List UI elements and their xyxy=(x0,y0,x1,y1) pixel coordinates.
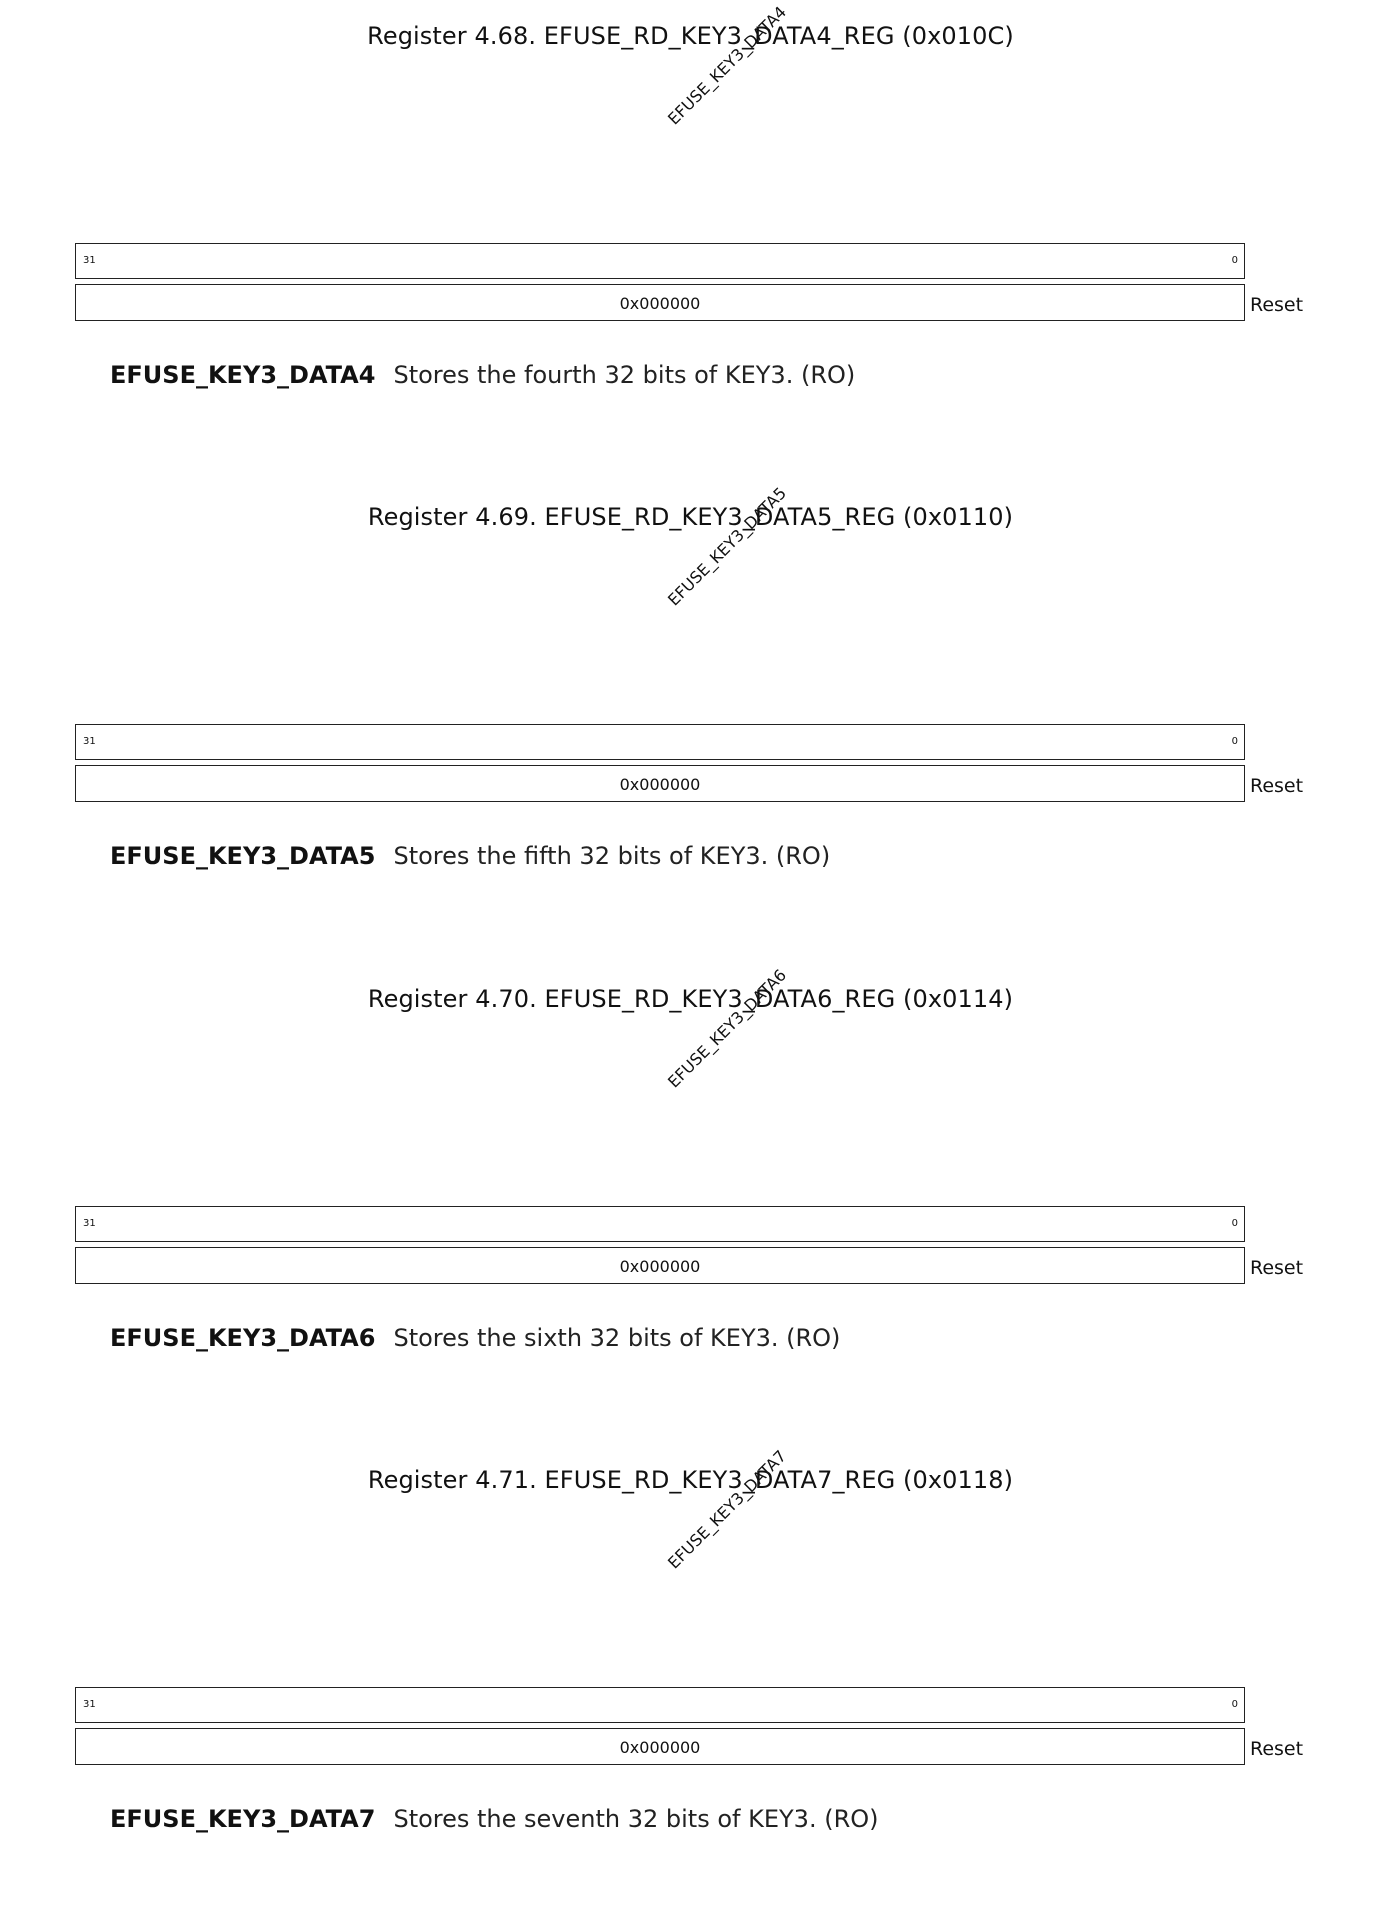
field-name-label: EFUSE_KEY3_DATA5 xyxy=(664,483,791,610)
register-4-71 xyxy=(0,1444,1381,1924)
register-4-70 xyxy=(0,963,1381,1443)
field-name-label: EFUSE_KEY3_DATA4 xyxy=(664,2,791,129)
description-field-name: EFUSE_KEY3_DATA5 xyxy=(110,842,376,870)
bit-low-label: 0 xyxy=(1231,1218,1238,1229)
bit-range-row xyxy=(75,243,1245,279)
field-name-label: EFUSE_KEY3_DATA6 xyxy=(664,965,791,1092)
register-4-69 xyxy=(0,481,1381,961)
reset-label: Reset xyxy=(1250,1738,1304,1760)
description-field-name: EFUSE_KEY3_DATA7 xyxy=(110,1805,376,1833)
bit-high-label: 31 xyxy=(83,1218,96,1229)
description-text: Stores the fifth 32 bits of KEY3. (RO) xyxy=(393,842,831,870)
bit-range-row xyxy=(75,724,1245,760)
register-4-68 xyxy=(0,0,1381,480)
register-title: Register 4.70. EFUSE_RD_KEY3_DATA6_REG (0x0114) xyxy=(367,985,1014,1013)
reset-value-row xyxy=(75,765,1245,802)
reset-value: 0x000000 xyxy=(619,775,701,794)
reset-value-row xyxy=(75,1247,1245,1284)
reset-label: Reset xyxy=(1250,775,1304,797)
bit-high-label: 31 xyxy=(83,1699,96,1710)
reset-value-row xyxy=(75,1728,1245,1765)
bit-high-label: 31 xyxy=(83,255,96,266)
register-title: Register 4.69. EFUSE_RD_KEY3_DATA5_REG (0x0110) xyxy=(367,503,1014,531)
field-description xyxy=(110,361,855,389)
reset-label: Reset xyxy=(1250,1257,1304,1279)
reset-value: 0x000000 xyxy=(619,1738,701,1757)
field-description xyxy=(110,1324,840,1352)
register-title: Register 4.71. EFUSE_RD_KEY3_DATA7_REG (0x0118) xyxy=(367,1466,1014,1494)
field-description xyxy=(110,842,830,870)
register-title: Register 4.68. EFUSE_RD_KEY3_DATA4_REG (0x010C) xyxy=(367,22,1014,50)
description-field-name: EFUSE_KEY3_DATA4 xyxy=(110,361,376,389)
bit-low-label: 0 xyxy=(1231,736,1238,747)
bit-high-label: 31 xyxy=(83,736,96,747)
field-name-label: EFUSE_KEY3_DATA7 xyxy=(664,1446,791,1573)
field-description xyxy=(110,1805,879,1833)
description-text: Stores the sixth 32 bits of KEY3. (RO) xyxy=(393,1324,841,1352)
reset-label: Reset xyxy=(1250,294,1304,316)
bit-range-row xyxy=(75,1206,1245,1242)
bit-low-label: 0 xyxy=(1231,255,1238,266)
reset-value-row xyxy=(75,284,1245,321)
reset-value: 0x000000 xyxy=(619,1257,701,1276)
bit-range-row xyxy=(75,1687,1245,1723)
reset-value: 0x000000 xyxy=(619,294,701,313)
description-text: Stores the seventh 32 bits of KEY3. (RO) xyxy=(393,1805,879,1833)
description-text: Stores the fourth 32 bits of KEY3. (RO) xyxy=(393,361,856,389)
description-field-name: EFUSE_KEY3_DATA6 xyxy=(110,1324,376,1352)
bit-low-label: 0 xyxy=(1231,1699,1238,1710)
